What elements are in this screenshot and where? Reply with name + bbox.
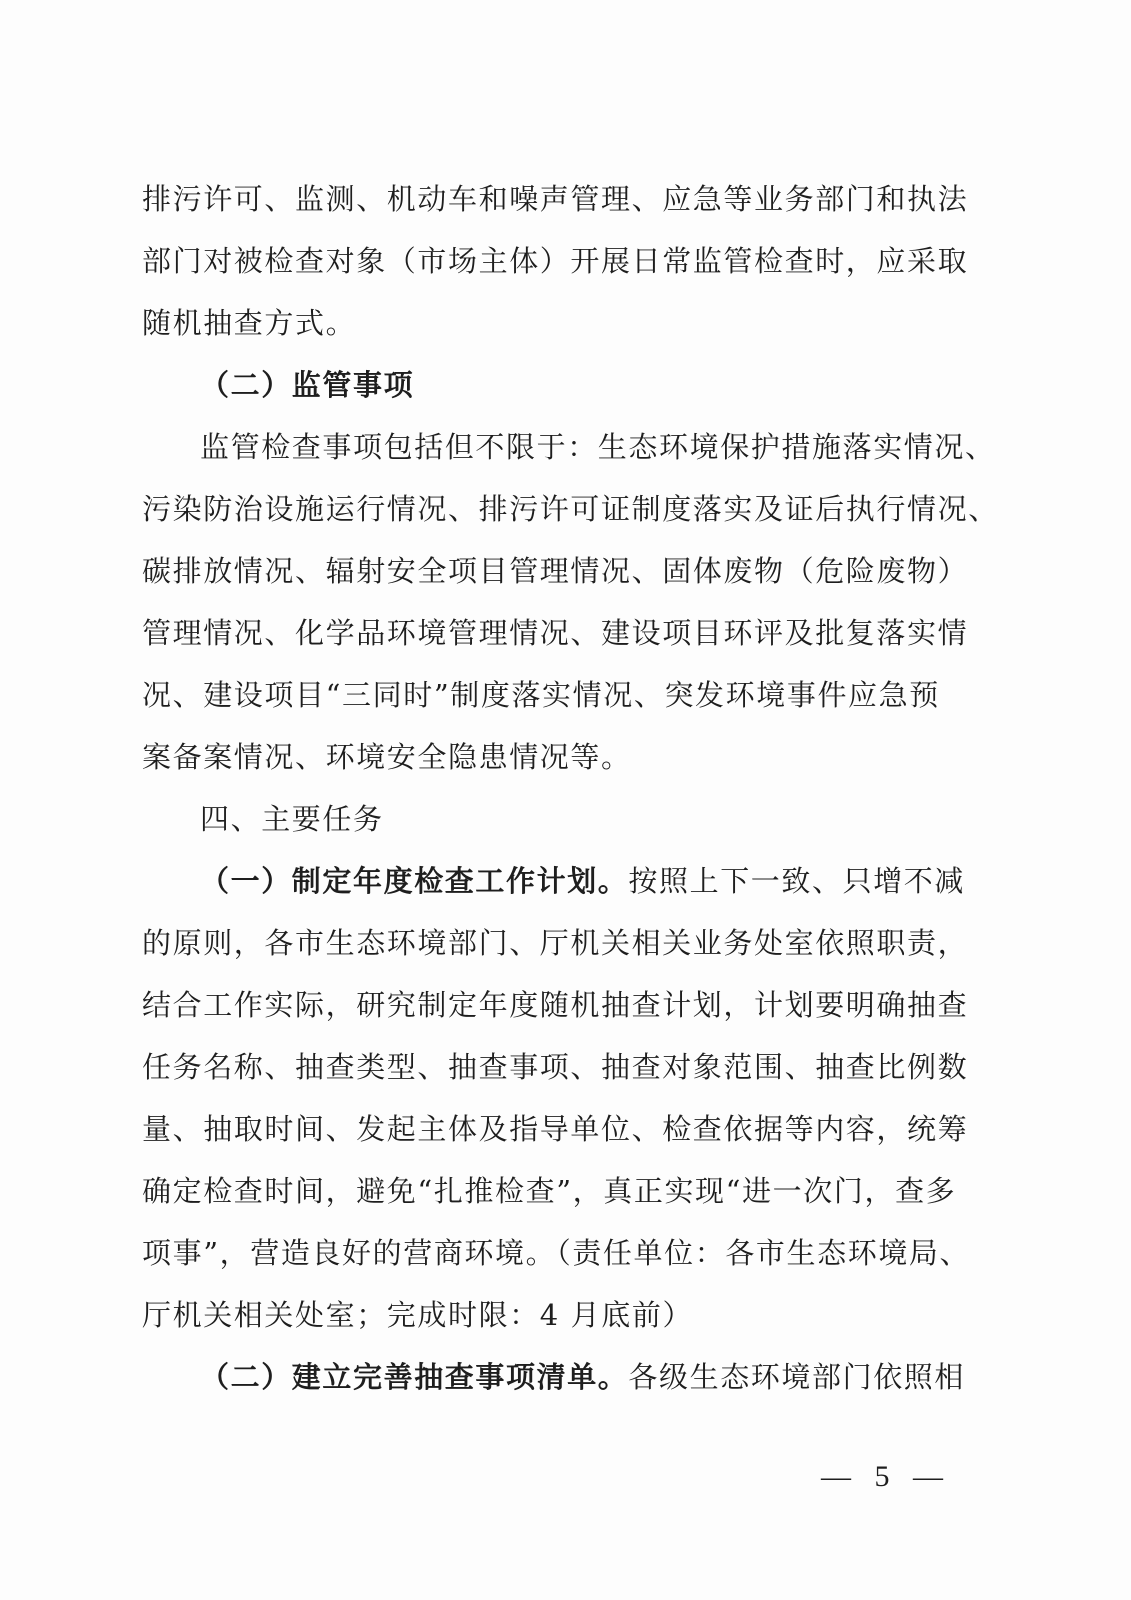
paragraph-line: 部门对被检查对象（市场主体）开展日常监管检查时，应采取 <box>142 244 969 278</box>
task-heading: （一）制定年度检查工作计划。 <box>200 864 629 898</box>
paragraph-line: 量、抽取时间、发起主体及指导单位、检查依据等内容，统筹 <box>142 1112 969 1146</box>
task-heading: （二）建立完善抽查事项清单。 <box>200 1360 629 1394</box>
task-text: 按照上下一致、只增不减 <box>628 864 966 898</box>
page-number: — 5 — <box>821 1460 951 1493</box>
paragraph-line <box>142 1346 966 1408</box>
paragraph-line <box>142 850 966 912</box>
body-text <box>142 168 999 1408</box>
chapter-heading: 四、主要任务 <box>200 802 384 836</box>
paragraph-line: 污染防治设施运行情况、排污许可证制度落实及证后执行情况、 <box>142 492 999 526</box>
paragraph-line: 监管检查事项包括但不限于：生态环境保护措施落实情况、 <box>200 430 996 464</box>
paragraph-line: 管理情况、化学品环境管理情况、建设项目环评及批复落实情 <box>142 616 969 650</box>
paragraph-line: 任务名称、抽查类型、抽查事项、抽查对象范围、抽查比例数 <box>142 1050 969 1084</box>
paragraph-line: 随机抽查方式。 <box>142 306 357 340</box>
paragraph-line: 的原则，各市生态环境部门、厅机关相关业务处室依照职责， <box>142 926 969 960</box>
paragraph-line: 排污许可、监测、机动车和噪声管理、应急等业务部门和执法 <box>142 182 969 216</box>
paragraph-line: 案备案情况、环境安全隐患情况等。 <box>142 740 632 774</box>
section-heading: （二）监管事项 <box>200 368 415 402</box>
paragraph-line: 确定检查时间，避免“扎推检查”，真正实现“进一次门，查多 <box>142 1174 957 1208</box>
paragraph-line: 项事”，营造良好的营商环境。（责任单位：各市生态环境局、 <box>142 1236 971 1270</box>
paragraph-line: 碳排放情况、辐射安全项目管理情况、固体废物（危险废物） <box>142 554 969 588</box>
task-text: 各级生态环境部门依照相 <box>628 1360 966 1394</box>
paragraph-line: 结合工作实际，研究制定年度随机抽查计划，计划要明确抽查 <box>142 988 969 1022</box>
paragraph-line: 况、建设项目“三同时”制度落实情况、突发环境事件应急预 <box>142 678 940 712</box>
paragraph-line: 厅机关相关处室；完成时限：4 月底前） <box>142 1298 694 1332</box>
